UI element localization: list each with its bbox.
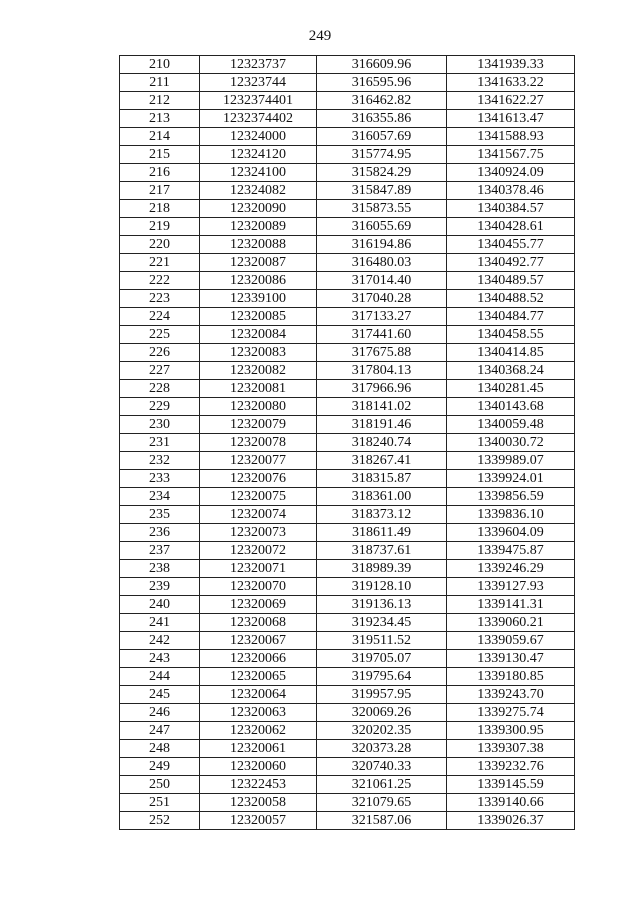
point-number-cell: 220 [120, 236, 200, 254]
point-code-cell: 12320078 [200, 434, 317, 452]
point-code-cell: 12320085 [200, 308, 317, 326]
point-number-cell: 246 [120, 704, 200, 722]
table-row [120, 686, 575, 704]
point-number-cell: 252 [120, 812, 200, 830]
table-row [120, 542, 575, 560]
table-row [120, 218, 575, 236]
table-row [120, 128, 575, 146]
y-coordinate-cell: 1339127.93 [447, 578, 575, 596]
x-coordinate-cell: 316055.69 [317, 218, 447, 236]
x-coordinate-cell: 315824.29 [317, 164, 447, 182]
y-coordinate-cell: 1339059.67 [447, 632, 575, 650]
y-coordinate-cell: 1340488.52 [447, 290, 575, 308]
point-number-cell: 249 [120, 758, 200, 776]
point-number-cell: 229 [120, 398, 200, 416]
point-code-cell: 12339100 [200, 290, 317, 308]
x-coordinate-cell: 318373.12 [317, 506, 447, 524]
x-coordinate-cell: 321587.06 [317, 812, 447, 830]
x-coordinate-cell: 320373.28 [317, 740, 447, 758]
x-coordinate-cell: 315847.89 [317, 182, 447, 200]
table-row [120, 596, 575, 614]
point-number-cell: 243 [120, 650, 200, 668]
x-coordinate-cell: 319136.13 [317, 596, 447, 614]
x-coordinate-cell: 317675.88 [317, 344, 447, 362]
point-code-cell: 12320070 [200, 578, 317, 596]
point-code-cell: 12320087 [200, 254, 317, 272]
x-coordinate-cell: 318191.46 [317, 416, 447, 434]
point-code-cell: 12320086 [200, 272, 317, 290]
table-row [120, 650, 575, 668]
x-coordinate-cell: 318361.00 [317, 488, 447, 506]
point-code-cell: 12320063 [200, 704, 317, 722]
y-coordinate-cell: 1339130.47 [447, 650, 575, 668]
point-number-cell: 237 [120, 542, 200, 560]
point-code-cell: 12320083 [200, 344, 317, 362]
y-coordinate-cell: 1340143.68 [447, 398, 575, 416]
y-coordinate-cell: 1341622.27 [447, 92, 575, 110]
table-row [120, 488, 575, 506]
point-number-cell: 242 [120, 632, 200, 650]
point-code-cell: 12320075 [200, 488, 317, 506]
point-number-cell: 228 [120, 380, 200, 398]
x-coordinate-cell: 317441.60 [317, 326, 447, 344]
table-row [120, 506, 575, 524]
point-code-cell: 12324100 [200, 164, 317, 182]
y-coordinate-cell: 1339232.76 [447, 758, 575, 776]
x-coordinate-cell: 318737.61 [317, 542, 447, 560]
table-row [120, 146, 575, 164]
y-coordinate-cell: 1339060.21 [447, 614, 575, 632]
point-code-cell: 12320067 [200, 632, 317, 650]
x-coordinate-cell: 316057.69 [317, 128, 447, 146]
table-row [120, 236, 575, 254]
y-coordinate-cell: 1339924.01 [447, 470, 575, 488]
point-number-cell: 216 [120, 164, 200, 182]
x-coordinate-cell: 317040.28 [317, 290, 447, 308]
x-coordinate-cell: 316194.86 [317, 236, 447, 254]
y-coordinate-cell: 1339856.59 [447, 488, 575, 506]
point-code-cell: 12320080 [200, 398, 317, 416]
x-coordinate-cell: 315774.95 [317, 146, 447, 164]
point-number-cell: 227 [120, 362, 200, 380]
x-coordinate-cell: 319234.45 [317, 614, 447, 632]
x-coordinate-cell: 318141.02 [317, 398, 447, 416]
y-coordinate-cell: 1339989.07 [447, 452, 575, 470]
point-code-cell: 12320065 [200, 668, 317, 686]
point-number-cell: 210 [120, 56, 200, 74]
point-number-cell: 222 [120, 272, 200, 290]
x-coordinate-cell: 317966.96 [317, 380, 447, 398]
table-row [120, 254, 575, 272]
point-code-cell: 12322453 [200, 776, 317, 794]
point-code-cell: 12320068 [200, 614, 317, 632]
x-coordinate-cell: 316480.03 [317, 254, 447, 272]
point-code-cell: 1232374402 [200, 110, 317, 128]
y-coordinate-cell: 1340492.77 [447, 254, 575, 272]
point-number-cell: 235 [120, 506, 200, 524]
point-code-cell: 12320069 [200, 596, 317, 614]
y-coordinate-cell: 1339141.31 [447, 596, 575, 614]
table-row [120, 758, 575, 776]
table-row [120, 740, 575, 758]
point-code-cell: 12324120 [200, 146, 317, 164]
y-coordinate-cell: 1339243.70 [447, 686, 575, 704]
y-coordinate-cell: 1341588.93 [447, 128, 575, 146]
point-code-cell: 12320073 [200, 524, 317, 542]
y-coordinate-cell: 1339246.29 [447, 560, 575, 578]
table-row [120, 56, 575, 74]
point-number-cell: 250 [120, 776, 200, 794]
y-coordinate-cell: 1340458.55 [447, 326, 575, 344]
page-number: 249 [308, 28, 332, 44]
y-coordinate-cell: 1341939.33 [447, 56, 575, 74]
x-coordinate-cell: 317014.40 [317, 272, 447, 290]
point-code-cell: 12320081 [200, 380, 317, 398]
point-number-cell: 211 [120, 74, 200, 92]
point-number-cell: 219 [120, 218, 200, 236]
point-code-cell: 12320076 [200, 470, 317, 488]
point-number-cell: 241 [120, 614, 200, 632]
table-row [120, 632, 575, 650]
y-coordinate-cell: 1340030.72 [447, 434, 575, 452]
point-number-cell: 232 [120, 452, 200, 470]
table-row [120, 308, 575, 326]
point-number-cell: 251 [120, 794, 200, 812]
point-code-cell: 12320089 [200, 218, 317, 236]
point-number-cell: 221 [120, 254, 200, 272]
table-row [120, 398, 575, 416]
point-number-cell: 213 [120, 110, 200, 128]
point-number-cell: 224 [120, 308, 200, 326]
x-coordinate-cell: 321079.65 [317, 794, 447, 812]
coordinates-table-body [120, 56, 575, 830]
table-row [120, 614, 575, 632]
table-row [120, 794, 575, 812]
point-number-cell: 226 [120, 344, 200, 362]
point-code-cell: 12320062 [200, 722, 317, 740]
x-coordinate-cell: 318240.74 [317, 434, 447, 452]
y-coordinate-cell: 1340924.09 [447, 164, 575, 182]
table-row [120, 110, 575, 128]
coordinates-table [119, 55, 575, 830]
x-coordinate-cell: 318611.49 [317, 524, 447, 542]
table-row [120, 668, 575, 686]
point-number-cell: 247 [120, 722, 200, 740]
point-number-cell: 215 [120, 146, 200, 164]
table-row [120, 470, 575, 488]
table-row [120, 722, 575, 740]
point-number-cell: 230 [120, 416, 200, 434]
point-number-cell: 236 [120, 524, 200, 542]
x-coordinate-cell: 319957.95 [317, 686, 447, 704]
y-coordinate-cell: 1340428.61 [447, 218, 575, 236]
y-coordinate-cell: 1339275.74 [447, 704, 575, 722]
y-coordinate-cell: 1341567.75 [447, 146, 575, 164]
point-code-cell: 12320061 [200, 740, 317, 758]
table-row [120, 290, 575, 308]
y-coordinate-cell: 1339145.59 [447, 776, 575, 794]
point-code-cell: 12320079 [200, 416, 317, 434]
point-code-cell: 12320088 [200, 236, 317, 254]
table-row [120, 326, 575, 344]
point-code-cell: 12324000 [200, 128, 317, 146]
point-number-cell: 212 [120, 92, 200, 110]
point-code-cell: 12320090 [200, 200, 317, 218]
x-coordinate-cell: 316595.96 [317, 74, 447, 92]
table-row [120, 416, 575, 434]
point-code-cell: 12320072 [200, 542, 317, 560]
y-coordinate-cell: 1339026.37 [447, 812, 575, 830]
y-coordinate-cell: 1340059.48 [447, 416, 575, 434]
y-coordinate-cell: 1340414.85 [447, 344, 575, 362]
y-coordinate-cell: 1339604.09 [447, 524, 575, 542]
y-coordinate-cell: 1341613.47 [447, 110, 575, 128]
point-code-cell: 12320066 [200, 650, 317, 668]
table-row [120, 164, 575, 182]
y-coordinate-cell: 1340484.77 [447, 308, 575, 326]
x-coordinate-cell: 319705.07 [317, 650, 447, 668]
point-number-cell: 234 [120, 488, 200, 506]
x-coordinate-cell: 319128.10 [317, 578, 447, 596]
point-number-cell: 239 [120, 578, 200, 596]
point-code-cell: 12323744 [200, 74, 317, 92]
point-number-cell: 244 [120, 668, 200, 686]
table-row [120, 578, 575, 596]
x-coordinate-cell: 317133.27 [317, 308, 447, 326]
table-row [120, 92, 575, 110]
y-coordinate-cell: 1339475.87 [447, 542, 575, 560]
x-coordinate-cell: 316355.86 [317, 110, 447, 128]
table-row [120, 704, 575, 722]
table-row [120, 452, 575, 470]
y-coordinate-cell: 1340489.57 [447, 272, 575, 290]
y-coordinate-cell: 1339300.95 [447, 722, 575, 740]
x-coordinate-cell: 318267.41 [317, 452, 447, 470]
x-coordinate-cell: 318989.39 [317, 560, 447, 578]
x-coordinate-cell: 317804.13 [317, 362, 447, 380]
y-coordinate-cell: 1340455.77 [447, 236, 575, 254]
table-row [120, 74, 575, 92]
point-number-cell: 218 [120, 200, 200, 218]
x-coordinate-cell: 316462.82 [317, 92, 447, 110]
y-coordinate-cell: 1340281.45 [447, 380, 575, 398]
table-row [120, 344, 575, 362]
point-code-cell: 12320060 [200, 758, 317, 776]
point-code-cell: 12320074 [200, 506, 317, 524]
table-row [120, 434, 575, 452]
point-number-cell: 225 [120, 326, 200, 344]
point-number-cell: 238 [120, 560, 200, 578]
x-coordinate-cell: 319511.52 [317, 632, 447, 650]
x-coordinate-cell: 320202.35 [317, 722, 447, 740]
table-row [120, 812, 575, 830]
point-number-cell: 240 [120, 596, 200, 614]
y-coordinate-cell: 1339307.38 [447, 740, 575, 758]
table-row [120, 272, 575, 290]
point-code-cell: 12320058 [200, 794, 317, 812]
point-number-cell: 248 [120, 740, 200, 758]
point-number-cell: 233 [120, 470, 200, 488]
point-code-cell: 12320082 [200, 362, 317, 380]
table-row [120, 380, 575, 398]
point-number-cell: 214 [120, 128, 200, 146]
point-number-cell: 217 [120, 182, 200, 200]
y-coordinate-cell: 1340378.46 [447, 182, 575, 200]
y-coordinate-cell: 1340368.24 [447, 362, 575, 380]
x-coordinate-cell: 315873.55 [317, 200, 447, 218]
point-code-cell: 12320077 [200, 452, 317, 470]
y-coordinate-cell: 1339140.66 [447, 794, 575, 812]
point-code-cell: 12323737 [200, 56, 317, 74]
x-coordinate-cell: 320740.33 [317, 758, 447, 776]
x-coordinate-cell: 321061.25 [317, 776, 447, 794]
table-row [120, 182, 575, 200]
table-row [120, 524, 575, 542]
y-coordinate-cell: 1341633.22 [447, 74, 575, 92]
point-number-cell: 223 [120, 290, 200, 308]
y-coordinate-cell: 1339180.85 [447, 668, 575, 686]
y-coordinate-cell: 1340384.57 [447, 200, 575, 218]
x-coordinate-cell: 318315.87 [317, 470, 447, 488]
table-row [120, 776, 575, 794]
point-code-cell: 12324082 [200, 182, 317, 200]
point-code-cell: 12320064 [200, 686, 317, 704]
table-row [120, 200, 575, 218]
point-number-cell: 231 [120, 434, 200, 452]
point-code-cell: 12320057 [200, 812, 317, 830]
point-code-cell: 12320084 [200, 326, 317, 344]
table-row [120, 560, 575, 578]
point-code-cell: 12320071 [200, 560, 317, 578]
x-coordinate-cell: 316609.96 [317, 56, 447, 74]
point-number-cell: 245 [120, 686, 200, 704]
x-coordinate-cell: 320069.26 [317, 704, 447, 722]
table-row [120, 362, 575, 380]
x-coordinate-cell: 319795.64 [317, 668, 447, 686]
point-code-cell: 1232374401 [200, 92, 317, 110]
y-coordinate-cell: 1339836.10 [447, 506, 575, 524]
